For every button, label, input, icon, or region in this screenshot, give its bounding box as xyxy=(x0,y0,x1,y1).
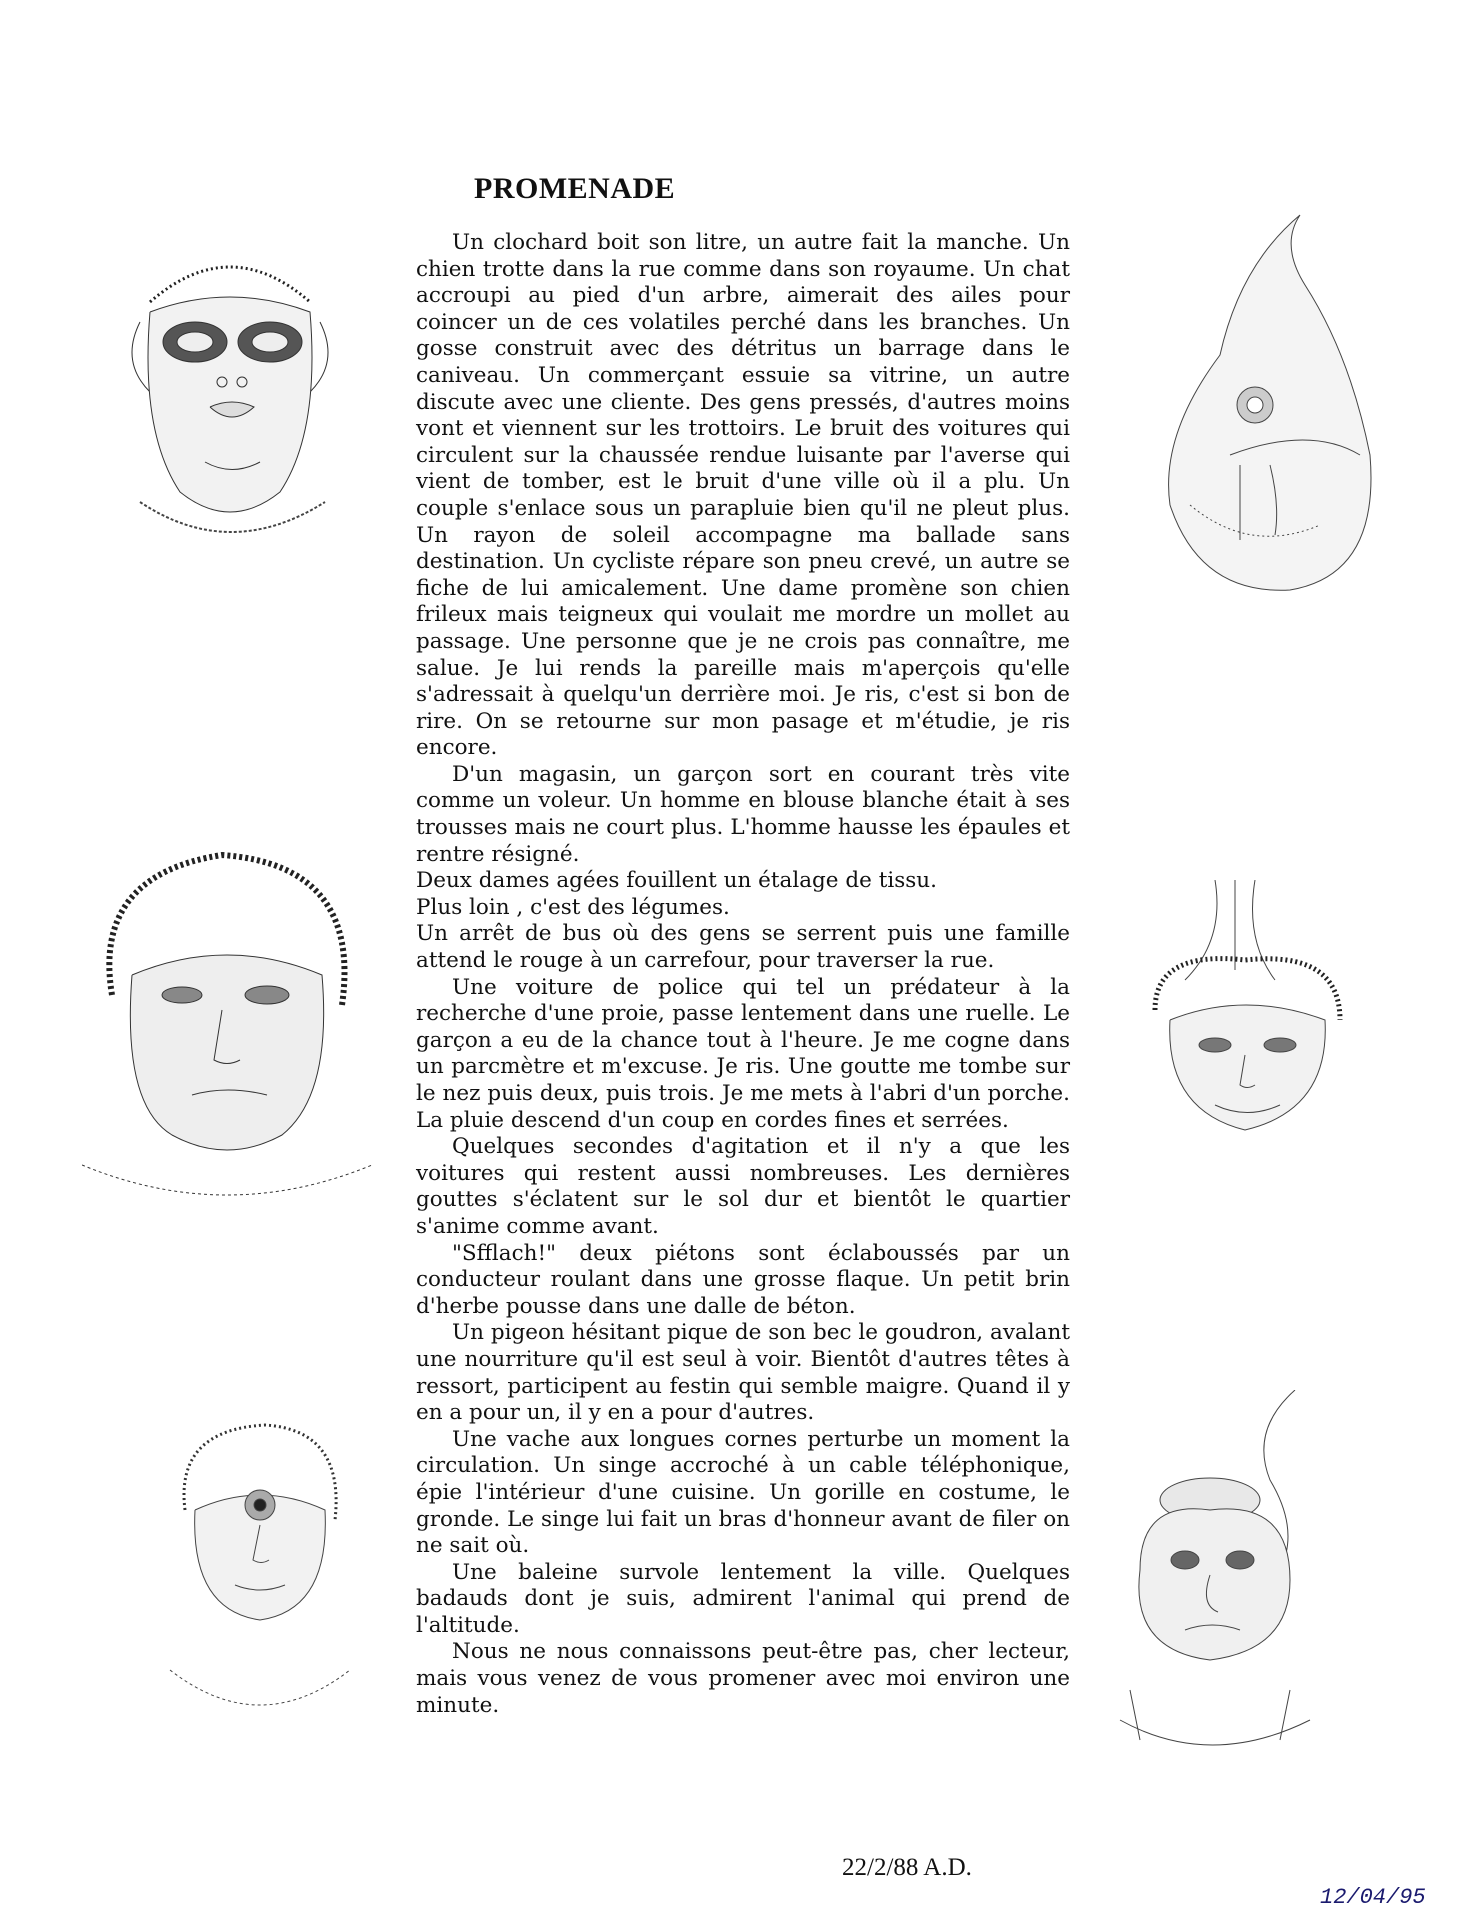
paragraph: Quelques secondes d'agitation et il n'y a que les voitures qui restent aussi nombreuses. Les dernières gouttes s'éclatent sur le sol dur et bientôt le quartier s'anime comme avant. xyxy=(416,1134,1070,1239)
monkey-face-portrait xyxy=(110,232,350,552)
story-text xyxy=(416,230,1070,1719)
page-title: PROMENADE xyxy=(474,172,676,205)
paragraph: Deux dames agées fouillent un étalage de tissu. xyxy=(416,868,937,894)
cyclops-face-portrait xyxy=(165,1410,355,1730)
paragraph: Nous ne nous connaissons peut-être pas, cher lecteur, mais vous venez de vous promener avec moi environ une minute. xyxy=(416,1639,1070,1718)
handwritten-date-stamp: 12/04/95 xyxy=(1320,1885,1426,1910)
frog-creature-portrait xyxy=(1100,1390,1330,1760)
paragraph: Une voiture de police qui tel un prédateur à la recherche d'une proie, passe lentement dans une ruelle. Le garçon a eu de la chance tout à l'heure. Je me cogne dans un parcmètre et m'excuse. Je ris. Une goutte me tombe sur le nez puis deux, puis trois. Je me mets à l'abri d'un porche. La pluie descend d'un coup en cordes fines et serrées. xyxy=(416,974,1070,1133)
paragraph: D'un magasin, un garçon sort en courant très vite comme un voleur. Un homme en blouse blanche était à ses trousses mais ne court plus. L'homme hausse les épaules et rentre résigné. xyxy=(416,761,1070,867)
paragraph: "Sfflach!" deux piétons sont éclaboussés par un conducteur roulant dans une grosse flaque. Un petit brin d'herbe pousse dans une dalle de béton. xyxy=(416,1240,1070,1319)
paragraph: Un clochard boit son litre, un autre fait la manche. Un chien trotte dans la rue comme dans son royaume. Un chat accroupi au pied d'un arbre, aimerait des ailes pour coincer un de ces volatiles perché dans les branches. Un gosse construit avec des détritus un barrage dans le caniveau. Un commerçant essuie sa vitrine, un autre discute avec une cliente. Des gens pressés, d'autres moins vont et viennent sur les trottoirs. Le bruit des voitures qui circulent sur la chaussée rendue luisante par l'averse qui vient de tomber, est le bruit d'une ville où il a plu. Un couple s'enlace sous un parapluie bien qu'il ne pleut plus. Un rayon de soleil accompagne ma ballade sans destination. Un cycliste répare son pneu crevé, un autre se fiche de lui amicalement. Une dame promène son chien frileux mais teigneux qui voulait me mordre un mollet au passage. Une personne que je ne crois pas connaître, me salue. Je lui rends la pareille mais m'aperçois qu'elle s'adressait à quelqu'un derrière moi. Je ris, c'est si bon de rire. On se retourne sur mon pasage et m'étudie, je ris encore. xyxy=(416,230,1070,761)
paragraph: Un pigeon hésitant pique de son bec le goudron, avalant une nourriture qu'il est seul à voir. Bientôt d'autres têtes à ressort, participent au festin qui semble maigre. Quand il y en a pour un, il y en a pour d'autres. xyxy=(416,1320,1070,1426)
bushy-hair-face-portrait xyxy=(82,835,372,1215)
paragraph: Une baleine survole lentement la ville. Quelques badauds dont je suis, admirent l'animal qui prend de l'altitude. xyxy=(416,1559,1070,1638)
drop-creature-portrait xyxy=(1130,205,1400,600)
paragraph: Une vache aux longues cornes perturbe un moment la circulation. Un singe accroché à un cable téléphonique, épie l'intérieur d'une cuisine. Un gorille en costume, le gronde. Le singe lui fait un bras d'honneur avant de filer on ne sait où. xyxy=(416,1426,1070,1559)
date-signature: 22/2/88 A.D. xyxy=(842,1854,972,1881)
paragraph: Un arrêt de bus où des gens se serrent puis une famille attend le rouge à un carrefour, pour traverser la rue. xyxy=(416,921,1070,974)
paragraph: Plus loin , c'est des légumes. xyxy=(416,894,730,920)
flame-hair-face-portrait xyxy=(1125,880,1370,1155)
